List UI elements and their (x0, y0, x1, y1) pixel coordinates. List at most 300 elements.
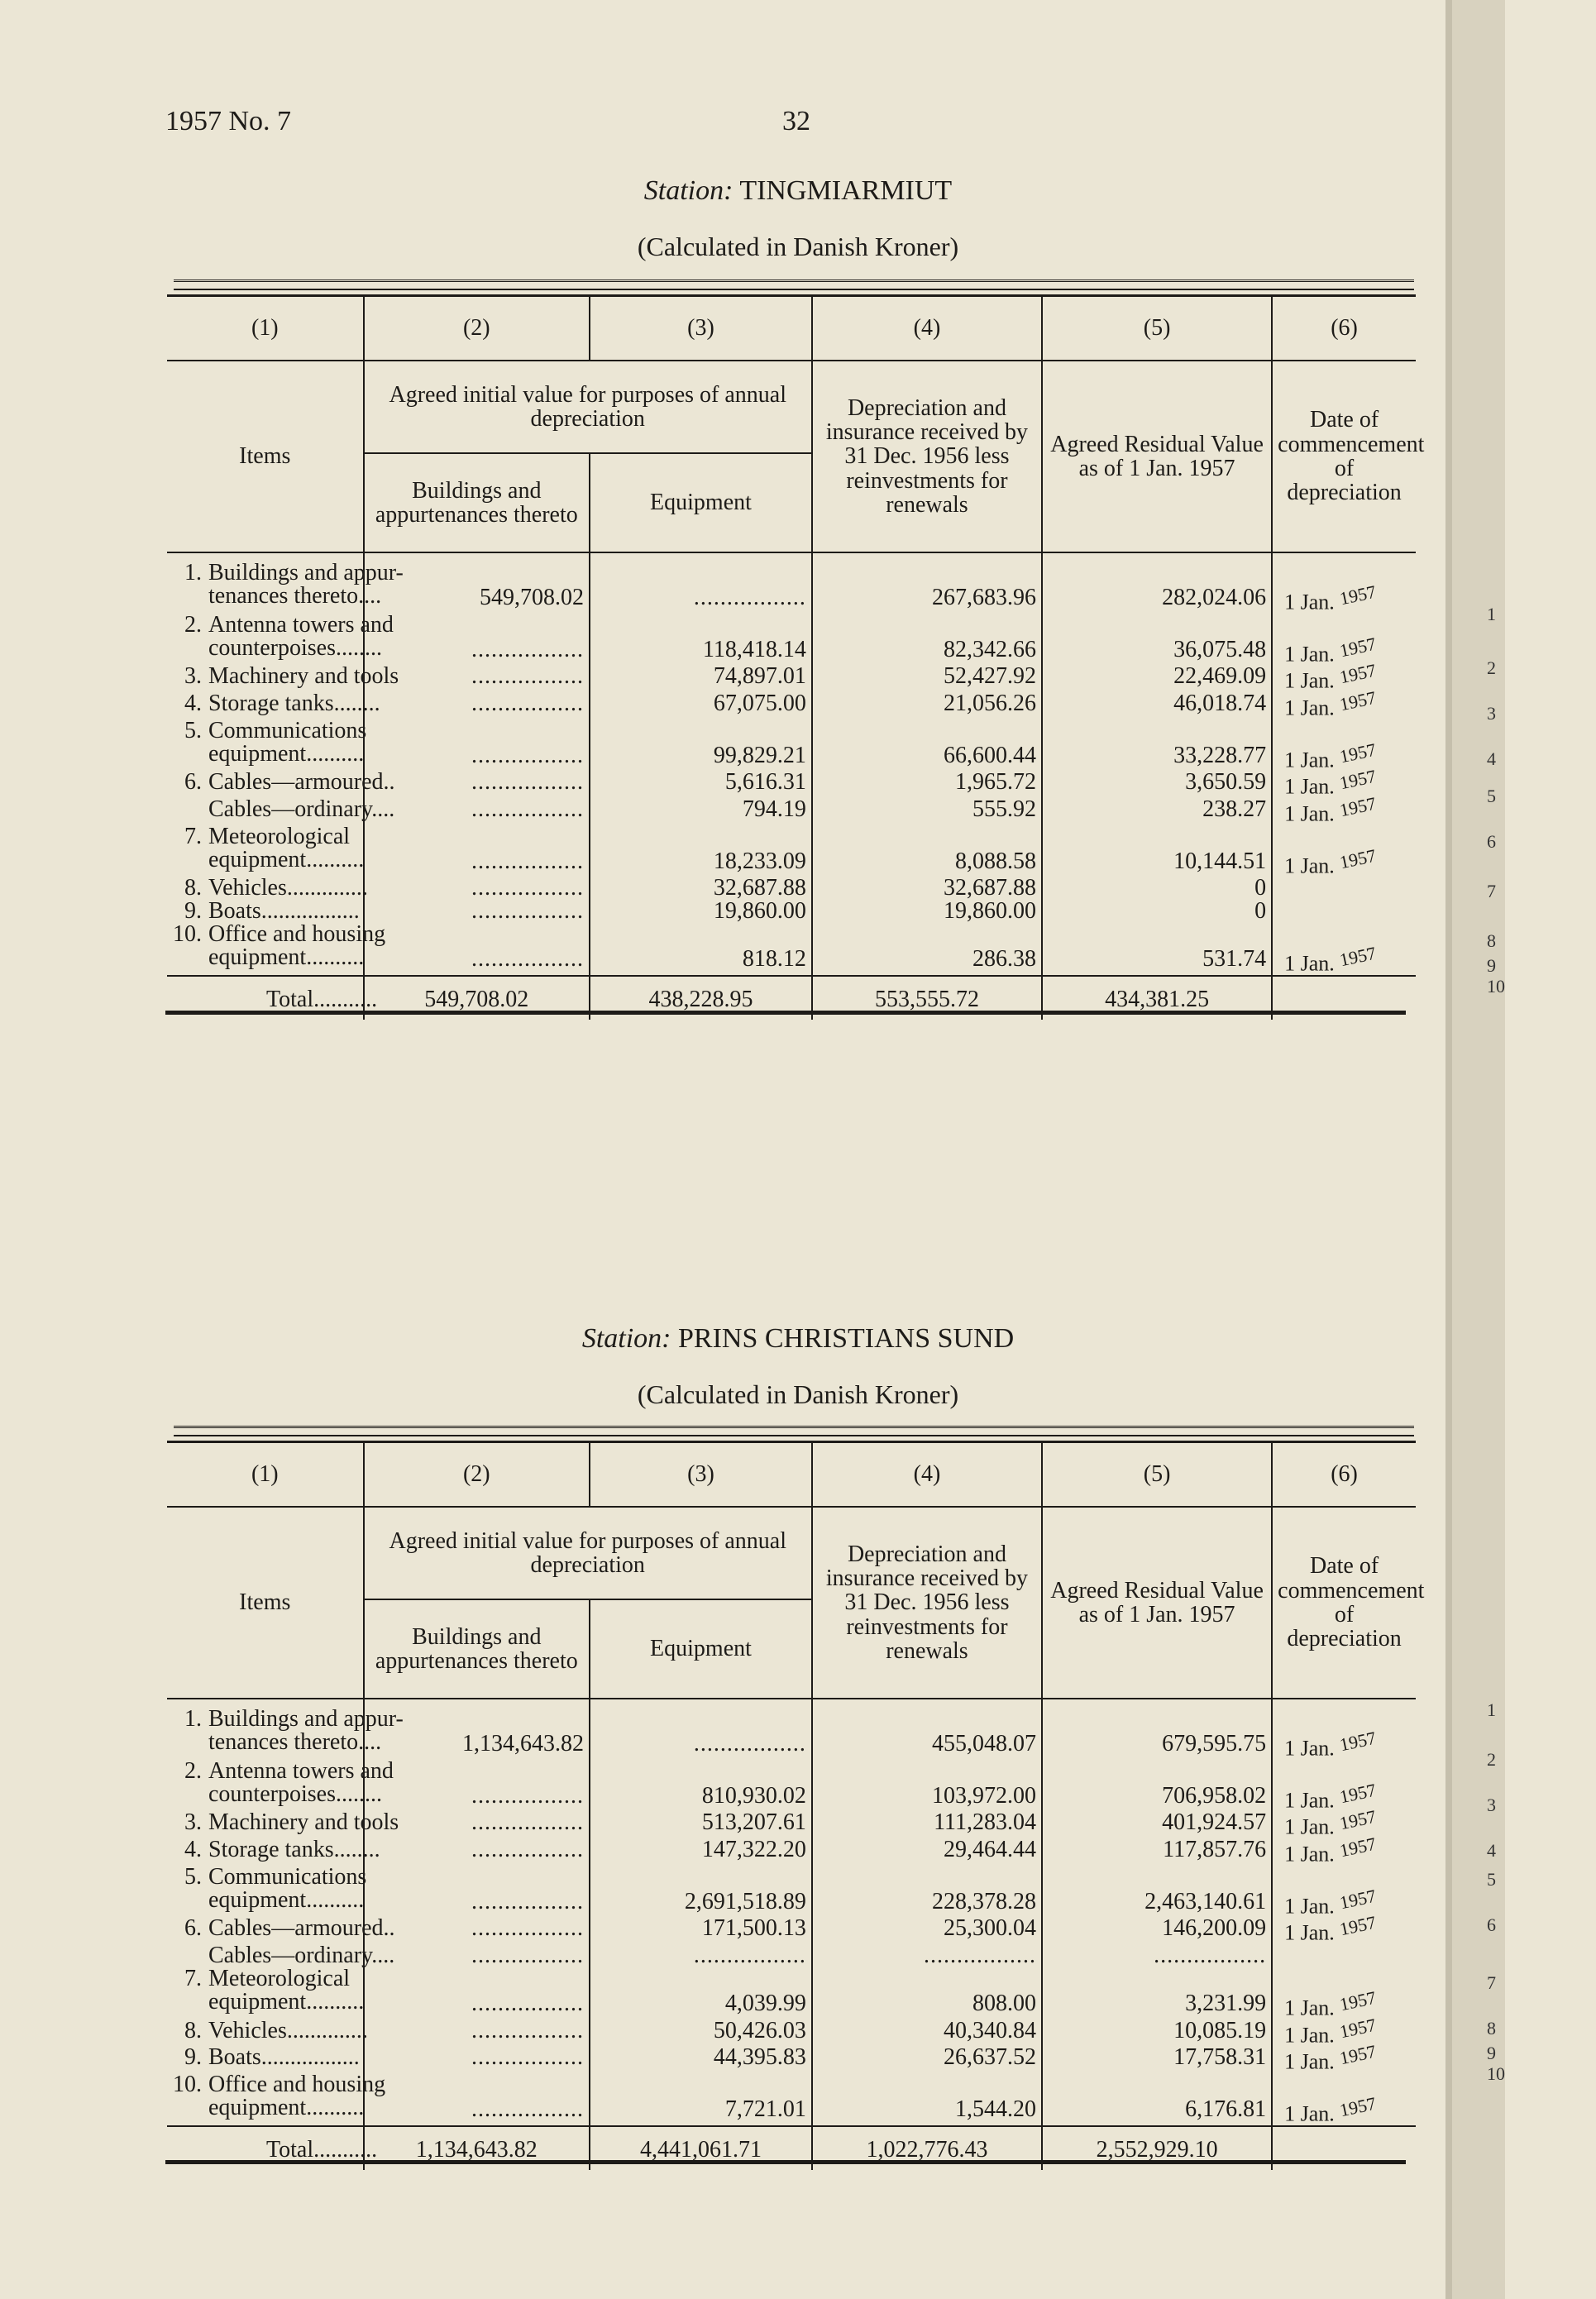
item-cell (167, 1942, 395, 1968)
date-year: 1957 (1338, 792, 1379, 821)
date-year: 1957 (1338, 1911, 1379, 1940)
buildings-value: ................. (364, 1866, 590, 1918)
item-label: equipment.......... (208, 846, 365, 872)
commencement-date: 1 Jan. $^{1957}$ (1272, 1760, 1416, 1812)
item-cell (167, 825, 364, 877)
residual-value: 0 (1042, 900, 1272, 923)
item-label: Machinery and tools (208, 1809, 399, 1836)
equipment-value: 19,860.00 (590, 900, 812, 923)
table-row (167, 614, 1416, 666)
depreciation-value: 32,687.88 (812, 877, 1042, 900)
depreciation-header: Depreciation and insurance received by 31 Dec. 1956 less reinvestments for renewals (812, 1507, 1042, 1699)
item-number: 2. (184, 1757, 202, 1784)
equipment-value: 67,075.00 (590, 692, 812, 719)
buildings-value: ................. (364, 1811, 590, 1838)
adjacent-row-number: 5 (1487, 1869, 1496, 1890)
item-label: tenances thereto.... (208, 1729, 382, 1755)
commencement-date (1272, 877, 1416, 900)
commencement-date: 1 Jan. $^{1957}$ (1272, 665, 1416, 692)
adjacent-row-number: 6 (1487, 1914, 1496, 1935)
buildings-value: ................. (364, 2046, 590, 2073)
depreciation-table-2 (167, 1441, 1425, 2170)
residual-value: 10,085.19 (1042, 2019, 1272, 2047)
adjacent-row-number: 1 (1487, 604, 1496, 624)
buildings-value: ................. (364, 771, 590, 798)
commencement-date: 1 Jan. $^{1957}$ (1272, 2019, 1416, 2047)
item-label: Office and housing (208, 2071, 386, 2097)
item-label: Cables—armoured.. (208, 1915, 395, 1942)
item-label: tenances thereto.... (208, 583, 382, 609)
item-cell (167, 1809, 399, 1838)
table-top-rule-2 (174, 1426, 1414, 1436)
table-row (167, 825, 1416, 877)
item-label: equipment.......... (208, 944, 365, 971)
buildings-header: Buildings and appurtenances thereto (364, 453, 590, 552)
equipment-value: 18,233.09 (590, 825, 812, 877)
item-label: equipment.......... (208, 2094, 365, 2120)
currency-note-1: (Calculated in Danish Kroner) (637, 232, 959, 261)
residual-value: 6,176.81 (1042, 2073, 1272, 2126)
item-label: equipment.......... (208, 1886, 365, 1913)
commencement-date: 1 Jan. $^{1957}$ (1272, 2046, 1416, 2073)
item-number (167, 1944, 208, 1967)
depreciation-value: 286.38 (812, 923, 1042, 976)
page-number: 32 (782, 106, 810, 136)
depreciation-table-1 (167, 294, 1425, 1020)
adjacent-row-number: 1 (1487, 1699, 1496, 1720)
total-label: Total........... (167, 976, 364, 1020)
table-grid (167, 1441, 1425, 2170)
item-label: equipment.......... (208, 740, 365, 767)
adjacent-row-number: 10 (1487, 2063, 1505, 2084)
table-row (167, 719, 1416, 772)
item-number: 1. (184, 560, 202, 586)
equipment-value: 7,721.01 (590, 2073, 812, 2126)
buildings-value: ................. (364, 2019, 590, 2047)
item-label: Vehicles.............. (208, 875, 368, 901)
agreed-initial-value-header: Agreed initial value for purposes of annual depreciation (364, 1507, 812, 1599)
depreciation-value: 228,378.28 (812, 1866, 1042, 1918)
item-number (167, 1889, 208, 1912)
item-number: 2. (184, 611, 202, 638)
commencement-date: 1 Jan. $^{1957}$ (1272, 562, 1416, 614)
total-equipment: 438,228.95 (590, 976, 812, 1020)
item-number (167, 1991, 208, 2014)
table-row (167, 2046, 1416, 2073)
commencement-date: 1 Jan. $^{1957}$ (1272, 1708, 1416, 1760)
commencement-date: 1 Jan. $^{1957}$ (1272, 1811, 1416, 1838)
item-cell (167, 1863, 367, 1918)
equipment-header: Equipment (590, 1599, 812, 1699)
column-number: (6) (1272, 1442, 1416, 1508)
buildings-value: ................. (364, 665, 590, 692)
station-name: TINGMIARMIUT (739, 175, 953, 206)
adjacent-row-number: 6 (1487, 831, 1496, 852)
buildings-value: ................. (364, 900, 590, 923)
item-number (167, 798, 208, 821)
item-number: 3. (184, 1809, 202, 1836)
depreciation-value: 40,340.84 (812, 2019, 1042, 2047)
residual-value: 0 (1042, 877, 1272, 900)
date-year: 1957 (1338, 844, 1379, 872)
item-cell (167, 796, 395, 825)
residual-value: 117,857.76 (1042, 1838, 1272, 1866)
table-row (167, 2073, 1416, 2126)
depreciation-value: ................. (812, 1944, 1042, 1967)
item-label: Cables—ordinary.... (208, 1942, 395, 1968)
equipment-value: 50,426.03 (590, 2019, 812, 2047)
residual-value: 36,075.48 (1042, 614, 1272, 666)
column-number: (2) (364, 1442, 590, 1508)
adjacent-page-edge (1451, 0, 1505, 2299)
residual-value: 3,650.59 (1042, 771, 1272, 798)
page-fold-shadow (1445, 0, 1452, 2299)
item-number: 4. (184, 1836, 202, 1862)
commencement-date (1272, 900, 1416, 923)
item-label: Vehicles.............. (208, 2017, 368, 2043)
date-year: 1957 (1338, 1779, 1379, 1807)
table-row (167, 692, 1416, 719)
depreciation-value: 66,600.44 (812, 719, 1042, 772)
item-label: Storage tanks........ (208, 1836, 380, 1862)
equipment-value: 5,616.31 (590, 771, 812, 798)
item-cell (167, 875, 368, 901)
buildings-value: 1,134,643.82 (364, 1708, 590, 1760)
item-label: equipment.......... (208, 1988, 365, 2015)
item-cell (167, 769, 395, 798)
adjacent-row-number: 8 (1487, 2018, 1496, 2039)
total-equipment: 4,441,061.71 (590, 2126, 812, 2170)
commencement-date: 1 Jan. $^{1957}$ (1272, 1967, 1416, 2019)
depreciation-value: 1,544.20 (812, 2073, 1042, 2126)
buildings-value: ................. (364, 825, 590, 877)
total-depreciation: 1,022,776.43 (812, 2126, 1042, 2170)
total-residual: 2,552,929.10 (1042, 2126, 1272, 2170)
date-year: 1957 (1338, 660, 1379, 688)
item-number (167, 946, 208, 969)
item-number (167, 1783, 208, 1806)
commencement-date: 1 Jan. $^{1957}$ (1272, 771, 1416, 798)
item-cell (167, 2071, 386, 2126)
table-row (167, 1944, 1416, 1967)
item-cell (167, 1836, 380, 1866)
station-name: PRINS CHRISTIANS SUND (677, 1323, 1015, 1354)
depreciation-value: 21,056.26 (812, 692, 1042, 719)
residual-value: 679,595.75 (1042, 1708, 1272, 1760)
equipment-value: 44,395.83 (590, 2046, 812, 2073)
adjacent-row-number: 2 (1487, 1749, 1496, 1770)
table-row (167, 771, 1416, 798)
depreciation-value: 267,683.96 (812, 562, 1042, 614)
buildings-value: ................. (364, 1760, 590, 1812)
commencement-date: 1 Jan. $^{1957}$ (1272, 798, 1416, 825)
table-row (167, 1917, 1416, 1944)
item-label: Meteorological (208, 1965, 351, 1991)
item-number: 8. (184, 2017, 202, 2043)
column-number: (3) (590, 1442, 812, 1508)
item-label: Cables—armoured.. (208, 769, 395, 796)
station-label: Station: (581, 1323, 671, 1354)
item-number (167, 585, 208, 608)
equipment-value: 513,207.61 (590, 1811, 812, 1838)
equipment-value: ................. (590, 562, 812, 614)
commencement-date: 1 Jan. $^{1957}$ (1272, 1917, 1416, 1944)
adjacent-row-number: 9 (1487, 2043, 1496, 2063)
item-label: Cables—ordinary.... (208, 796, 395, 822)
station-title-1 (0, 175, 1596, 207)
table-row (167, 2019, 1416, 2047)
buildings-value: ................. (364, 719, 590, 772)
column-number: (1) (167, 296, 364, 361)
commencement-date-header: Date of commencement of depreciation (1272, 1507, 1416, 1699)
item-cell (167, 1706, 404, 1760)
item-label: Machinery and tools (208, 663, 399, 690)
equipment-value: ................. (590, 1708, 812, 1760)
total-label: Total........... (167, 2126, 364, 2170)
buildings-value: 549,708.02 (364, 562, 590, 614)
item-number (167, 637, 208, 660)
table-bottom-rule-1 (165, 1011, 1406, 1015)
date-year: 1957 (1338, 1833, 1379, 1862)
item-label: counterpoises........ (208, 634, 382, 661)
item-number: 9. (184, 898, 202, 925)
total-buildings: 549,708.02 (364, 976, 590, 1020)
buildings-value: ................. (364, 1917, 590, 1944)
date-year: 1957 (1338, 2014, 1379, 2042)
date-year: 1957 (1338, 2040, 1379, 2069)
adjacent-row-number: 3 (1487, 1795, 1496, 1815)
adjacent-row-number: 7 (1487, 1972, 1496, 1993)
equipment-value: 118,418.14 (590, 614, 812, 666)
date-year: 1957 (1338, 1806, 1379, 1834)
table-row (167, 562, 1416, 614)
residual-value: 33,228.77 (1042, 719, 1272, 772)
table-grid (167, 294, 1425, 1020)
depreciation-value: 111,283.04 (812, 1811, 1042, 1838)
adjacent-row-number: 10 (1487, 976, 1505, 997)
column-number: (5) (1042, 1442, 1272, 1508)
equipment-value: 171,500.13 (590, 1917, 812, 1944)
buildings-value: ................. (364, 877, 590, 900)
depreciation-value: 19,860.00 (812, 900, 1042, 923)
commencement-date: 1 Jan. $^{1957}$ (1272, 719, 1416, 772)
adjacent-row-number: 5 (1487, 786, 1496, 806)
buildings-value: ................. (364, 798, 590, 825)
item-label: Antenna towers and (208, 611, 394, 638)
buildings-header: Buildings and appurtenances thereto (364, 1599, 590, 1699)
commencement-date: 1 Jan. $^{1957}$ (1272, 923, 1416, 976)
commencement-date: 1 Jan. $^{1957}$ (1272, 825, 1416, 877)
item-label: counterpoises........ (208, 1780, 382, 1807)
item-number: 7. (184, 1965, 202, 1991)
buildings-value: ................. (364, 692, 590, 719)
column-number: (2) (364, 296, 590, 361)
adjacent-row-number: 4 (1487, 1840, 1496, 1861)
date-year: 1957 (1338, 1986, 1379, 2015)
buildings-value: ................. (364, 614, 590, 666)
item-cell (167, 2017, 368, 2047)
column-number-row (167, 296, 1416, 361)
equipment-value: 4,039.99 (590, 1967, 812, 2019)
column-number: (5) (1042, 296, 1272, 361)
buildings-value: ................. (364, 2073, 590, 2126)
item-number: 10. (173, 921, 202, 948)
date-year: 1957 (1338, 765, 1379, 794)
commencement-date: 1 Jan. $^{1957}$ (1272, 2073, 1416, 2126)
item-cell (167, 900, 364, 923)
item-number (167, 743, 208, 766)
residual-value: 2,463,140.61 (1042, 1866, 1272, 1918)
buildings-value: ................. (364, 1967, 590, 2019)
item-label: Storage tanks........ (208, 690, 380, 716)
item-number: 6. (184, 769, 202, 796)
item-label: Communications (208, 1863, 367, 1890)
column-header-row (167, 1507, 1416, 1599)
residual-value: 238.27 (1042, 798, 1272, 825)
equipment-header: Equipment (590, 453, 812, 552)
residual-value: 10,144.51 (1042, 825, 1272, 877)
depreciation-value: 455,048.07 (812, 1708, 1042, 1760)
date-year: 1957 (1338, 633, 1379, 661)
adjacent-row-number: 9 (1487, 955, 1496, 976)
equipment-value: 794.19 (590, 798, 812, 825)
item-number: 10. (173, 2071, 202, 2097)
column-number: (3) (590, 296, 812, 361)
item-label: Buildings and appur- (208, 1706, 404, 1732)
residual-value: 282,024.06 (1042, 562, 1272, 614)
commencement-date: 1 Jan. $^{1957}$ (1272, 1838, 1416, 1866)
item-number: 1. (184, 1706, 202, 1732)
adjacent-row-number: 3 (1487, 703, 1496, 724)
total-depreciation: 553,555.72 (812, 976, 1042, 1020)
column-number: (6) (1272, 296, 1416, 361)
table-row (167, 900, 1416, 923)
depreciation-value: 103,972.00 (812, 1760, 1042, 1812)
table-top-rule-1 (174, 280, 1414, 290)
station-label: Station: (643, 175, 733, 206)
item-number: 9. (184, 2044, 202, 2071)
table-row (167, 665, 1416, 692)
item-label: Boats................. (208, 898, 360, 925)
item-cell (167, 2046, 364, 2073)
buildings-value: ................. (364, 1838, 590, 1866)
adjacent-row-number: 8 (1487, 930, 1496, 951)
residual-value: 46,018.74 (1042, 692, 1272, 719)
equipment-value: 99,829.21 (590, 719, 812, 772)
item-label: Meteorological (208, 823, 351, 849)
item-cell (167, 663, 399, 692)
residual-value-header: Agreed Residual Value as of 1 Jan. 1957 (1042, 361, 1272, 552)
table-row (167, 1708, 1416, 1760)
residual-value: 17,758.31 (1042, 2046, 1272, 2073)
item-label: Buildings and appur- (208, 560, 404, 586)
document-number: 1957 No. 7 (165, 106, 292, 136)
commencement-date: 1 Jan. $^{1957}$ (1272, 614, 1416, 666)
depreciation-header: Depreciation and insurance received by 31 Dec. 1956 less reinvestments for renewals (812, 361, 1042, 552)
column-number: (4) (812, 1442, 1042, 1508)
residual-value: 3,231.99 (1042, 1967, 1272, 2019)
table-row (167, 798, 1416, 825)
table-row (167, 1866, 1416, 1918)
residual-value-header: Agreed Residual Value as of 1 Jan. 1957 (1042, 1507, 1272, 1699)
item-cell (167, 1915, 395, 1944)
item-number: 8. (184, 875, 202, 901)
item-cell (167, 611, 394, 666)
item-label: Office and housing (208, 921, 386, 948)
adjacent-row-number: 4 (1487, 748, 1496, 769)
item-number (167, 848, 208, 872)
adjacent-row-number: 7 (1487, 881, 1496, 901)
residual-value: 146,200.09 (1042, 1917, 1272, 1944)
total-residual: 434,381.25 (1042, 976, 1272, 1020)
date-year: 1957 (1338, 1727, 1379, 1756)
equipment-value: 810,930.02 (590, 1760, 812, 1812)
column-number-row (167, 1442, 1416, 1508)
depreciation-value: 555.92 (812, 798, 1042, 825)
date-year: 1957 (1338, 2092, 1379, 2121)
items-header: Items (239, 1589, 291, 1616)
item-cell (167, 717, 367, 772)
equipment-value: 147,322.20 (590, 1838, 812, 1866)
item-number: 7. (184, 823, 202, 849)
depreciation-value: 25,300.04 (812, 1917, 1042, 1944)
equipment-value: 2,691,518.89 (590, 1866, 812, 1918)
adjacent-row-number: 2 (1487, 657, 1496, 678)
item-label: Boats................. (208, 2044, 360, 2071)
equipment-value: 818.12 (590, 923, 812, 976)
date-year: 1957 (1338, 1885, 1379, 1913)
column-number: (1) (167, 1442, 364, 1508)
depreciation-value: 29,464.44 (812, 1838, 1042, 1866)
commencement-date: 1 Jan. $^{1957}$ (1272, 1866, 1416, 1918)
item-number (167, 2096, 208, 2120)
buildings-value: ................. (364, 1944, 590, 1967)
date-year: 1957 (1338, 686, 1379, 715)
date-year: 1957 (1338, 738, 1379, 767)
residual-value: 22,469.09 (1042, 665, 1272, 692)
residual-value: 401,924.57 (1042, 1811, 1272, 1838)
total-buildings: 1,134,643.82 (364, 2126, 590, 2170)
commencement-date: 1 Jan. $^{1957}$ (1272, 692, 1416, 719)
date-year: 1957 (1338, 581, 1379, 609)
residual-value: 531.74 (1042, 923, 1272, 976)
item-number (167, 1731, 208, 1754)
item-number: 3. (184, 663, 202, 690)
depreciation-value: 82,342.66 (812, 614, 1042, 666)
table-row (167, 1967, 1416, 2019)
commencement-date-header: Date of commencement of depreciation (1272, 361, 1416, 552)
item-label: Antenna towers and (208, 1757, 394, 1784)
equipment-value: 74,897.01 (590, 665, 812, 692)
table-row (167, 1838, 1416, 1866)
items-header: Items (239, 443, 291, 470)
date-year: 1957 (1338, 942, 1379, 971)
residual-value: 706,958.02 (1042, 1760, 1272, 1812)
currency-note-2: (Calculated in Danish Kroner) (637, 1379, 959, 1409)
item-cell (167, 690, 380, 719)
item-cell (167, 921, 386, 976)
table-row (167, 1760, 1416, 1812)
depreciation-value: 26,637.52 (812, 2046, 1042, 2073)
agreed-initial-value-header: Agreed initial value for purposes of annual depreciation (364, 361, 812, 453)
item-number: 6. (184, 1915, 202, 1942)
item-label: Communications (208, 717, 367, 743)
station-title-2 (0, 1323, 1596, 1355)
item-number: 5. (184, 717, 202, 743)
depreciation-value: 52,427.92 (812, 665, 1042, 692)
depreciation-value: 1,965.72 (812, 771, 1042, 798)
item-cell (167, 1967, 364, 2019)
